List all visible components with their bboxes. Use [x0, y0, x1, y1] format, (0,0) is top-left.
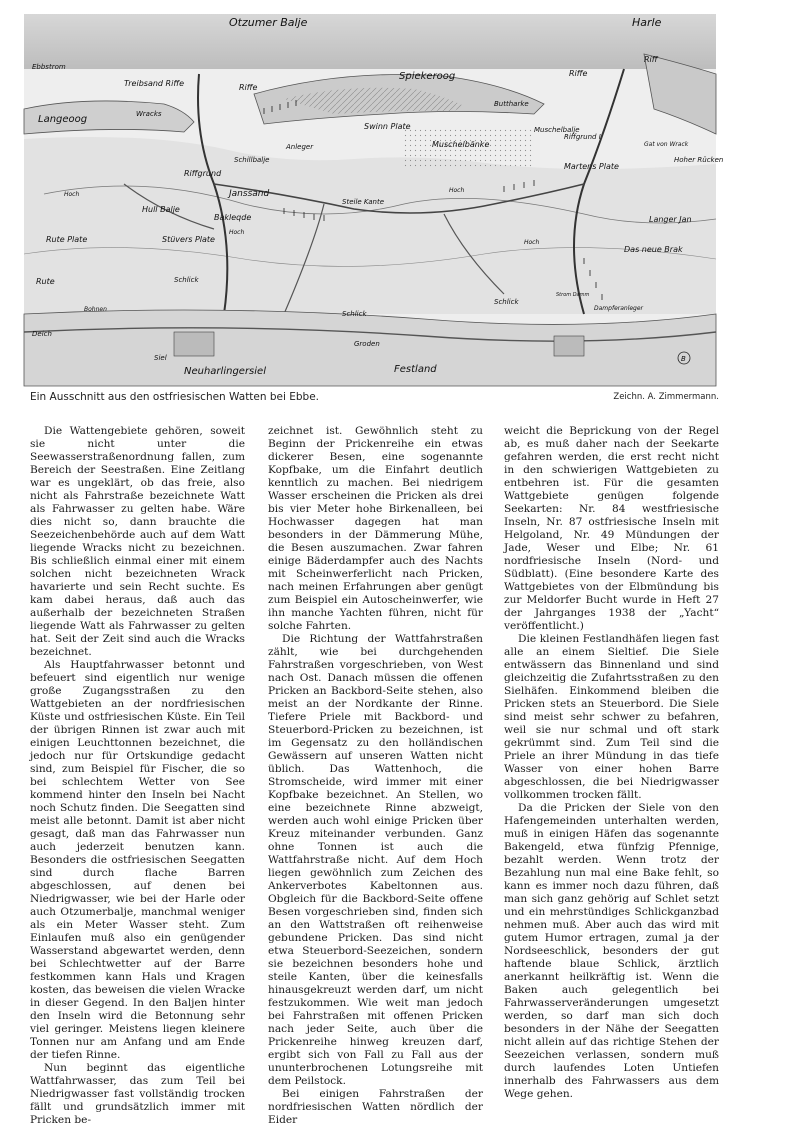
map-label-harle: Harle — [632, 16, 662, 29]
tidal-flats-illustration — [24, 14, 724, 386]
map-label-rute-plate: Rute Plate — [46, 235, 88, 244]
map-label-muschelbalje: Muschelbalje — [534, 126, 580, 134]
map-label-buttharke: Buttharke — [494, 100, 529, 108]
open-sea — [24, 14, 716, 69]
text-column-2 — [268, 425, 483, 1127]
map-label-riffe: Riffe — [239, 83, 258, 92]
map-label-bohnen: Bohnen — [84, 306, 107, 313]
map-label-schillbalje: Schillbalje — [234, 156, 270, 164]
map-label-hoch-3: Hoch — [229, 229, 245, 236]
map-label-stuevers-plate: Stüvers Plate — [162, 235, 215, 244]
text-column-1 — [30, 425, 245, 1127]
map-label-otzumer-balje: Otzumer Balje — [229, 16, 308, 29]
paragraph: zeichnet ist. Gewöhnlich steht zu Beginn der Prickenreihe ein etwas dickerer Besen, eine sogenannte Kopfbake, um die Einfahrt deutlich kenntlich zu machen. Bei niedrigem Wasser erscheinen die Pricken als drei bis vier Meter hohe Birkenalleen, bei Hochwasser dagegen hat man besonders in der Dämmerung Mühe, die Besen auszumachen. Zwar fahren einige Bäderdampfer auch des Nachts mit Scheinwerferlicht nach Pricken, nach meinen Erfahrungen aber genügt zum Beispiel ein Autoscheinwerfer, wie ihn manche Yachten führen, nicht für solche Fahrten. — [268, 425, 483, 632]
map-label-neuharlingersiel: Neuharlingersiel — [184, 366, 266, 377]
text-column-3 — [504, 425, 719, 1101]
map-label-riff: Riff — [644, 55, 658, 64]
artist-monogram-letter: B — [681, 355, 686, 363]
paragraph: Die kleinen Festlandhäfen liegen fast alle an einem Sieltief. Die Siele entwässern das Binnenland und sind gleichzeitig die Zufahrtsstraßen zu den Sielhäfen. Einkommend bleiben die Pricken stets an Steuerbord. Die Siele sind meist sehr schwer zu befahren, weil sie nur schmal und oft stark gekrümmt sind. Zum Teil sind die Priele an ihrer Mündung in das tiefe Wasser von einer hohen Barre abgeschlossen, die bei Niedrigwasser vollkommen trocken fällt. — [504, 633, 719, 801]
map-label-martens-plate: Martens Plate — [564, 162, 619, 171]
paragraph: Da die Pricken der Siele von den Hafengemeinden unterhalten werden, muß in einigen Häfen das sogenannte Bakengeld, etwa fünfzig Pfennige, bezahlt werden. Wenn trotz der Bezahlung nun mal eine Bake fehlt, so kann es immer noch dazu führen, daß man sich ganz gehörig auf Schlet setzt und ein mehrstündiges Schlickganzbad nehmen muß. Aber auch das wird mit gutem Humor ertragen, zumal ja der Nordseeschlick, besonders der gut haftende blaue Schlick, ärztlich anerkannt heilkräftig ist. Wenn die Baken auch gelegentlich bei Fahrwasserveränderungen umgesetzt werden, so darf man sich doch besonders in der Nähe der Seegatten nicht allein auf das richtige Stehen der Seezeichen verlassen, sondern muß durch laufendes Loten Untiefen innerhalb des Fahrwassers aus dem Wege gehen. — [504, 802, 719, 1100]
map-label-langeoog: Langeoog — [38, 114, 88, 125]
harbour-neuharlingersiel — [174, 332, 214, 356]
map-label-dampferanleger: Dampferanleger — [594, 305, 644, 312]
map-label-treibsand-riffe: Treibsand Riffe — [124, 79, 185, 88]
paragraph: Die Wattengebiete gehören, soweit sie nicht unter die Seewasserstraßenordnung fallen, zum Bereich der Seestraßen. Eine Zeitlang war es ungeklärt, ob das freie, also nicht als Fahrstraße bezeichnete Watt als Fahrwasser zu gelten habe. Wäre dies nicht so, dann brauchte die Seezeichenbehörde auch auf dem Watt liegende Wracks nicht zu bezeichnen. Bis schließlich einmal einer mit einem solchen nicht bezeichneten Wrack havarierte und sein Recht suchte. Es kam dabei heraus, daß auch das außerhalb der bezeichneten Straßen liegende Watt als Fahrwasser zu gelten hat. Seit der Zeit sind auch die Wracks bezeichnet. — [30, 425, 245, 658]
map-label-ebbstrom: Ebbstrom — [32, 63, 66, 71]
map-label-langer-jan: Langer Jan — [649, 215, 692, 224]
ferry-pier — [554, 336, 584, 356]
map-label-anleger: Anleger — [286, 143, 314, 151]
map-label-hoch-2: Hoch — [449, 187, 465, 194]
figure-caption: Ein Ausschnitt aus den ostfriesischen Watten bei Ebbe. — [30, 391, 320, 403]
map-label-hull-balje: Hull Balje — [142, 205, 180, 214]
map-label-riffgrund-right: Riffgrund I — [564, 133, 601, 141]
map-label-schlick-2: Schlick — [342, 310, 367, 318]
map-label-stromdamm: Strom Damm — [556, 292, 590, 298]
map-label-swinn-plate: Swinn Plate — [364, 122, 411, 131]
paragraph: Die Richtung der Wattfahrstraßen zählt, wie bei durchgehenden Fahrstraßen vorgeschrieben, von West nach Ost. Danach müssen die offenen Pricken an Backbord-Seite stehen, also meist an der Nordkante der Rinne. Tiefere Priele mit Backbord- und Steuerbord-Pricken zu bezeichnen, ist im Gegensatz zu den holländischen Gewässern auf unseren Watten nicht üblich. Das Wattenhoch, die Stromscheide, wird immer mit einer Kopfbake bezeichnet. An Stellen, wo eine bezeichnete Rinne abzweigt, werden auch wohl einige Pricken über Kreuz miteinander verbunden. Ganz ohne Tonnen ist auch die Wattfahrstraße nicht. Auf dem Hoch liegen gewöhnlich zum Zeichen des Ankerverbotes Kabeltonnen aus. Obgleich für die Backbord-Seite offene Besen vorgeschrieben sind, finden sich an den Wattstraßen oft reihenweise gebundene Pricken. Das sind nicht etwa Steuerbord-Seezeichen, sondern sie bezeichnen besonders hohe und steile Kanten, über die keinesfalls hinausgekreuzt werden darf, um nicht festzukommen. Wie weit man jedoch bei Fahrstraßen mit offenen Pricken nach jeder Seite, auch über die Prickenreihe hinweg kreuzen darf, ergibt sich von Fall zu Fall aus der ununterbrochenen Lotungsreihe mit dem Peilstock. — [268, 633, 483, 1087]
map-label-janssand: Janssand — [229, 189, 270, 199]
map-label-hoch-1: Hoch — [64, 191, 80, 198]
map-label-riffe-right: Riffe — [569, 69, 588, 78]
paragraph: weicht die Beprickung von der Regel ab, es muß daher nach der Seekarte gefahren werden, die erst recht nicht in den schwierigen Wattgebieten zu entbehren ist. Für die gesamten Wattgebiete genügen folgende Seekarten: Nr. 84 westfriesische Inseln, Nr. 87 ostfriesische Inseln mit Helgoland, Nr. 49 Mündungen der Jade, Weser und Elbe; Nr. 61 nordfriesische Inseln (Nord- und Südblatt). (Eine besondere Karte des Wattgebietes von der Elbmündung bis zur Meldorfer Bucht wurde in Heft 27 der Jahrganges 1938 der „Yacht“ veröffentlicht.) — [504, 425, 719, 632]
map-label-schlick-1: Schlick — [174, 276, 199, 284]
map-label-muschelbaenke: Muschelbänke — [432, 140, 490, 149]
map-label-rute: Rute — [36, 277, 55, 286]
figure-credit: Zeichn. A. Zimmermann. — [613, 392, 719, 402]
map-label-festland: Festland — [394, 364, 437, 375]
map-label-hoch-4: Hoch — [524, 239, 540, 246]
map-label-steile-kante: Steile Kante — [342, 198, 385, 206]
map-label-siel: Siel — [154, 354, 167, 362]
paragraph: Bei einigen Fahrstraßen der nordfriesischen Watten nördlich der Eider — [268, 1088, 483, 1126]
paragraph: Als Hauptfahrwasser betonnt und befeuert sind eigentlich nur wenige große Zugangsstraßen zu den Wattgebieten an der nordfriesischen Küste und ostfriesischen Küste. Ein Teil der übrigen Rinnen ist zwar auch mit einigen Leuchttonnen bezeichnet, die jedoch nur für Ortskundige gedacht sind, zum Beispiel für Fischer, die so bei schlechtem Wetter von See kommend hinter den Inseln bei Nacht noch Schutz finden. Die Seegatten sind meist alle betonnt. Damit ist aber nicht gesagt, daß man das Fahrwasser nun auch jederzeit benutzen kann. Besonders die ostfriesischen Seegatten sind durch flache Barren abgeschlossen, auf denen bei Niedrigwasser, wie bei der Harle oder auch Otzumerbalje, manchmal weniger als ein Meter Wasser steht. Zum Einlaufen muß also ein genügender Wasserstand abgewartet werden, denn bei Schlechtwetter auf der Barre festkommen kann Hals und Kragen kosten, das beweisen die vielen Wracke in dieser Gegend. In den Baljen hinter den Inseln wird die Betonnung sehr viel geringer. Meistens liegen kleinere Tonnen nur am Anfang und am Ende der tiefen Rinne. — [30, 659, 245, 1061]
map-label-groden: Groden — [354, 340, 380, 348]
map-label-deich: Deich — [32, 330, 52, 338]
map-label-wracks: Wracks — [136, 110, 162, 118]
map-label-spiekeroog: Spiekeroog — [399, 71, 456, 82]
mussel-beds — [404, 129, 534, 169]
map-label-hoher-ruecken: Hoher Rücken — [674, 156, 724, 164]
map-label-das-neue-brak: Das neue Brak — [624, 245, 683, 254]
map-label-riffgrund: Riffgrund — [184, 169, 222, 178]
map-label-gat-von-wrack: Gat von Wrack — [644, 141, 689, 148]
map-label-schlick-3: Schlick — [494, 298, 519, 306]
map-label-baklegde: Bakleqde — [214, 213, 252, 222]
paragraph: Nun beginnt das eigentliche Wattfahrwasser, das zum Teil bei Niedrigwasser fast vollständig trocken fällt und grundsätzlich immer mit Pricken be- — [30, 1062, 245, 1126]
